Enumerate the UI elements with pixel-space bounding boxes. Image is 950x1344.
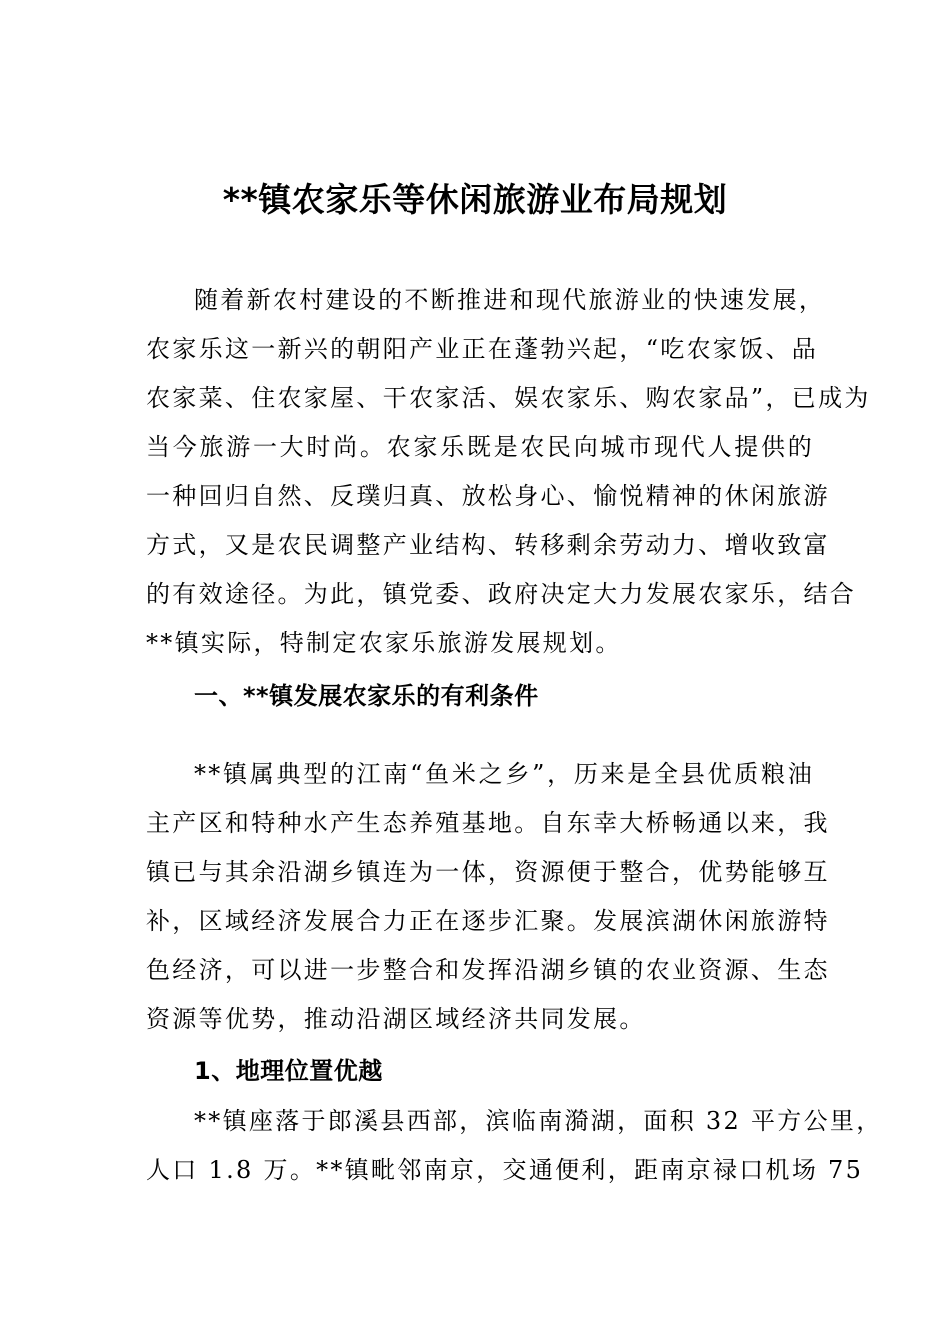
document-title: **镇农家乐等休闲旅游业布局规划 [222, 180, 728, 219]
section1-line-2: 主产区和特种水产生态养殖基地。自东幸大桥畅通以来，我 [146, 809, 830, 837]
section1-line-3: 镇已与其余沿湖乡镇连为一体，资源便于整合，优势能够互 [146, 858, 830, 886]
intro-line-3: 农家菜、住农家屋、干农家活、娱农家乐、购农家品”，已成为 [146, 384, 871, 412]
intro-line-7: 的有效途径。为此，镇党委、政府决定大力发展农家乐，结合 [146, 580, 857, 608]
subsection1-line-2: 人口 1.8 万。**镇毗邻南京，交通便利，距南京禄口机场 75 [146, 1156, 864, 1184]
intro-line-5: 一种回归自然、反璞归真、放松身心、愉悦精神的休闲旅游 [146, 482, 830, 510]
section1-line-6: 资源等优势，推动沿湖区域经济共同发展。 [146, 1005, 646, 1033]
section1-line-5: 色经济，可以进一步整合和发挥沿湖乡镇的农业资源、生态 [146, 956, 830, 984]
subsection1-line-1: **镇座落于郎溪县西部，滨临南漪湖，面积 32 平方公里， [194, 1107, 883, 1135]
section-heading: 一、**镇发展农家乐的有利条件 [194, 682, 539, 710]
intro-line-6: 方式，又是农民调整产业结构、转移剩余劳动力、增收致富 [146, 531, 830, 559]
intro-line-1: 随着新农村建设的不断推进和现代旅游业的快速发展， [194, 286, 826, 314]
subsection-heading: 1、地理位置优越 [194, 1057, 383, 1085]
intro-line-2: 农家乐这一新兴的朝阳产业正在蓬勃兴起，“吃农家饭、品 [146, 335, 819, 363]
intro-line-4: 当今旅游一大时尚。农家乐既是农民向城市现代人提供的 [146, 433, 814, 461]
section1-line-1: **镇属典型的江南“鱼米之乡”，历来是全县优质粮油 [194, 760, 814, 788]
section1-line-4: 补，区域经济发展合力正在逐步汇聚。发展滨湖休闲旅游特 [146, 907, 830, 935]
intro-line-8: **镇实际，特制定农家乐旅游发展规划。 [146, 629, 622, 657]
